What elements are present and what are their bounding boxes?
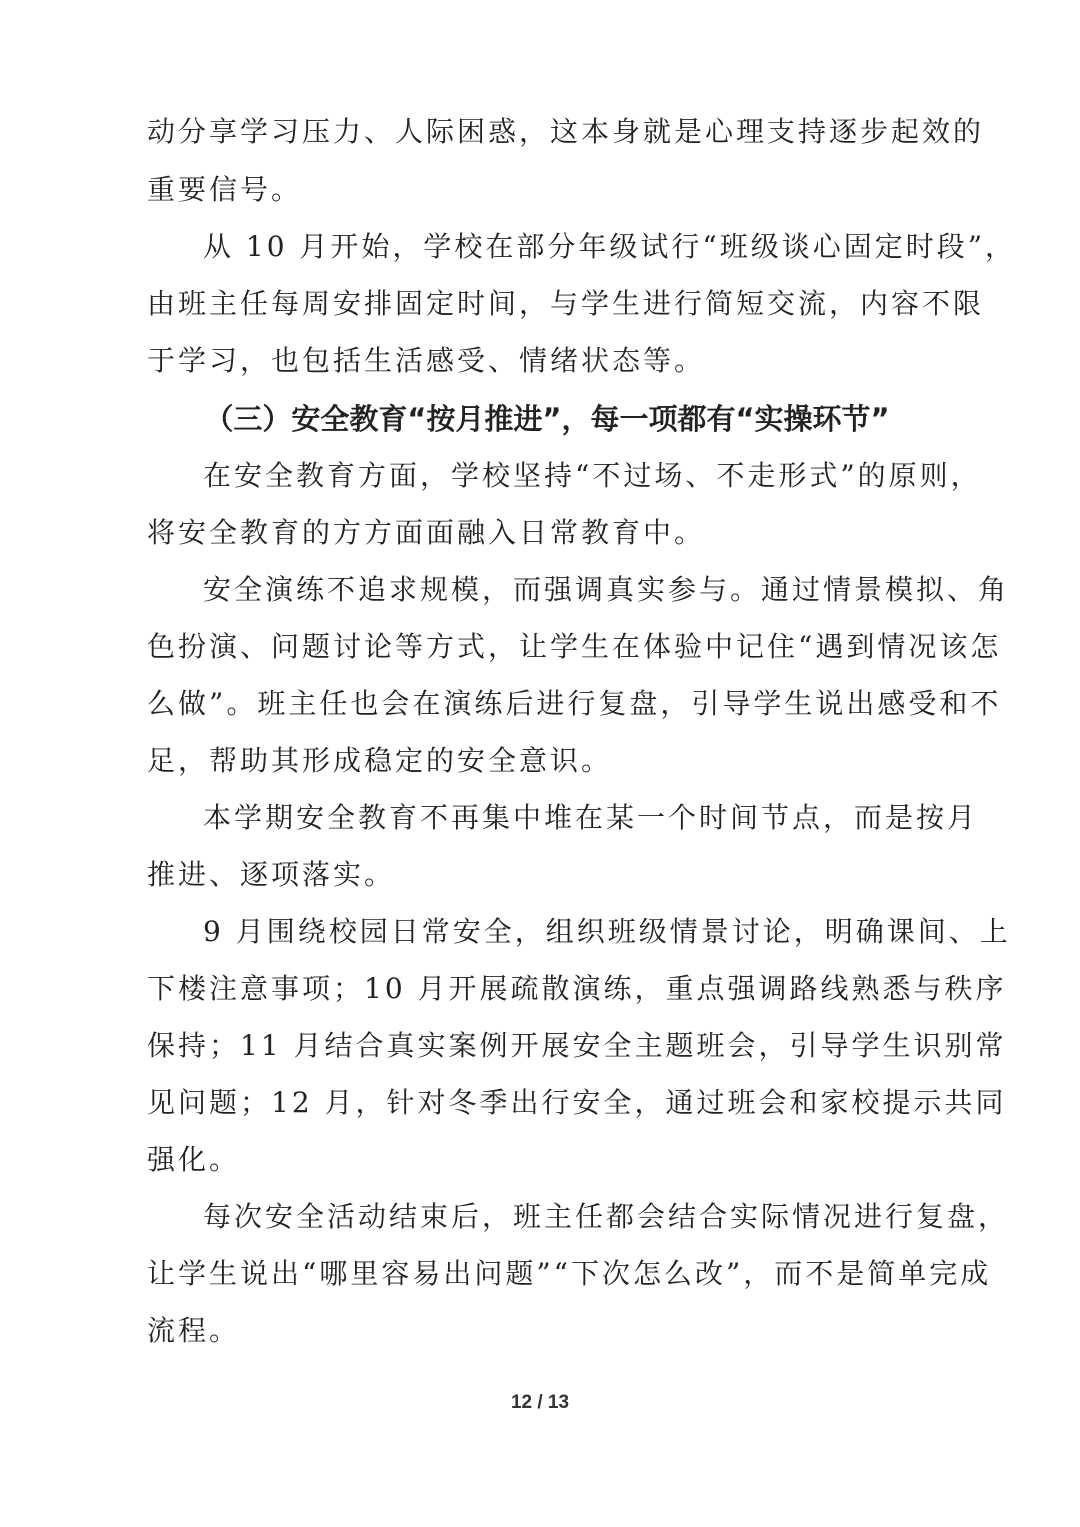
text-line: 见问题；12 月，针对冬季出行安全，通过班会和家校提示共同 [147, 1086, 1007, 1119]
text-line: 每次安全活动结束后，班主任都会结合实际情况进行复盘， [203, 1200, 1010, 1233]
text-line: 安全演练不追求规模，而强调真实参与。通过情景模拟、角 [203, 573, 1010, 606]
text-line: 在安全教育方面，学校坚持“不过场、不走形式”的原则， [203, 459, 982, 492]
text-line: 色扮演、问题讨论等方式，让学生在体验中记住“遇到情况该怎 [147, 630, 1002, 663]
section-heading: （三）安全教育“按月推进”，每一项都有“实操环节” [204, 402, 890, 436]
page-number: 12 / 13 [510, 1392, 570, 1413]
text-line: 下楼注意事项；10 月开展疏散演练，重点强调路线熟悉与秩序 [147, 972, 1007, 1005]
text-line: 流程。 [147, 1314, 241, 1347]
text-line: 推进、逐项落实。 [147, 858, 396, 891]
text-line: 将安全教育的方方面面融入日常教育中。 [147, 516, 706, 549]
text-line: 让学生说出“哪里容易出问题”“下次怎么改”，而不是简单完成 [147, 1257, 992, 1290]
text-line: 强化。 [147, 1143, 241, 1176]
text-line: 保持；11 月结合真实案例开展安全主题班会，引导学生识别常 [147, 1029, 1007, 1062]
text-line: 由班主任每周安排固定时间，与学生进行简短交流，内容不限 [147, 287, 985, 320]
text-line: 足，帮助其形成稳定的安全意识。 [147, 744, 613, 777]
text-line: 么做”。班主任也会在演练后进行复盘，引导学生说出感受和不 [147, 687, 1002, 720]
text-line: 重要信号。 [147, 173, 303, 206]
text-line: 本学期安全教育不再集中堆在某一个时间节点，而是按月 [203, 801, 979, 834]
text-line: 动分享学习压力、人际困惑，这本身就是心理支持逐步起效的 [147, 115, 985, 148]
text-line: 于学习，也包括生活感受、情绪状态等。 [147, 344, 706, 377]
text-line: 从 10 月开始，学校在部分年级试行“班级谈心固定时段”， [203, 230, 1017, 263]
text-line: 9 月围绕校园日常安全，组织班级情景讨论，明确课间、上 [203, 915, 1011, 948]
